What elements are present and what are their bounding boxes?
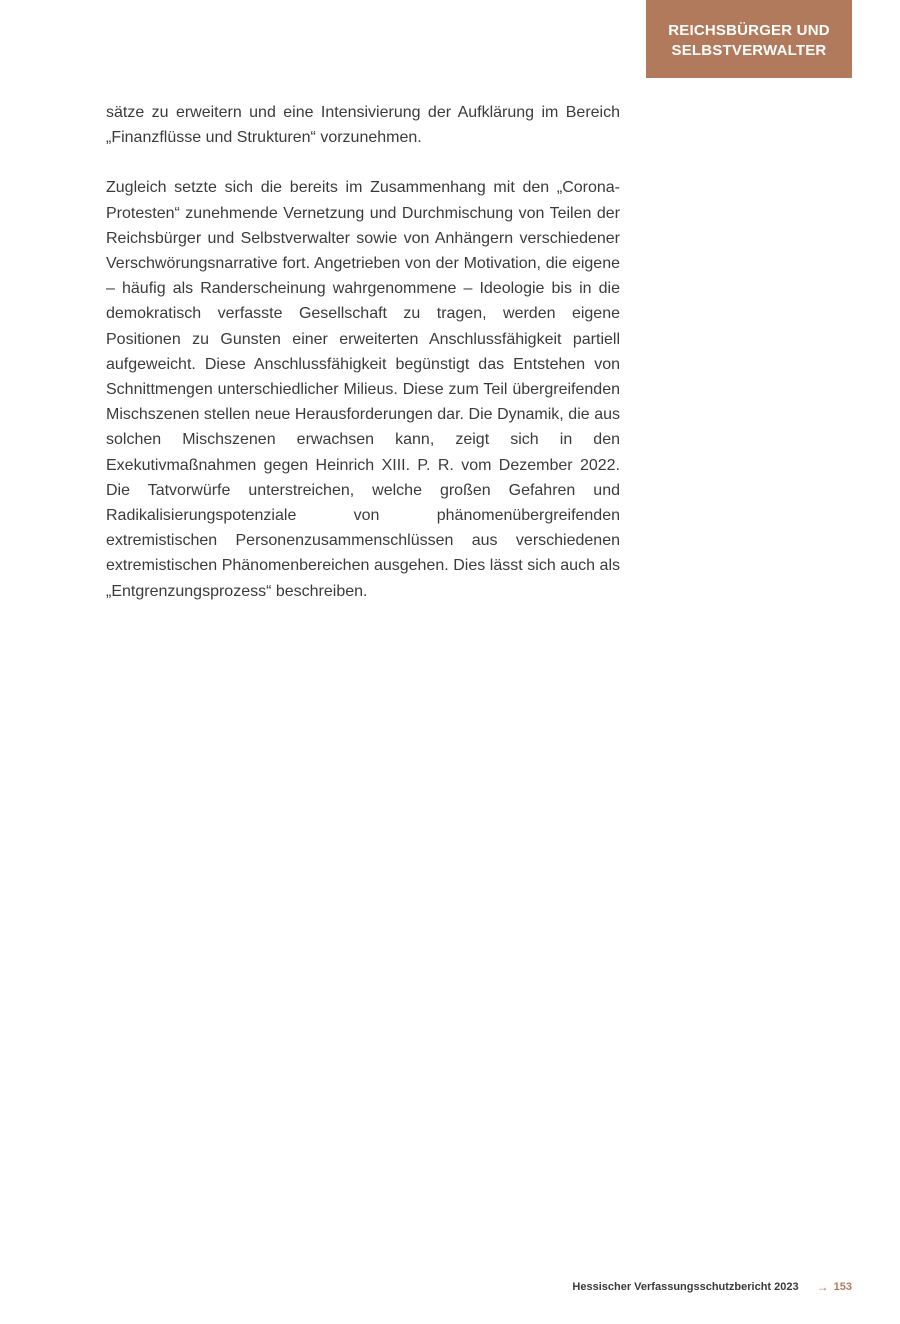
page-number: 153 [833, 1281, 852, 1293]
publication-title: Hessischer Verfassungsschutzbericht 2023 [572, 1281, 799, 1293]
chapter-title-line-2: SELBSTVERWALTER [671, 42, 827, 59]
arrow-right-icon: → [816, 1280, 829, 1294]
chapter-tab [646, 0, 852, 78]
page-footer [572, 1280, 852, 1294]
paragraph-1: sätze zu erweitern und eine Intensivierung der Aufklärung im Bereich „Finanzflüsse und Strukturen“ vorzunehmen. [106, 104, 620, 147]
chapter-title-line-1: REICHSBÜRGER UND [668, 22, 830, 39]
paragraph-2: Zugleich setzte sich die bereits im Zusammenhang mit den „Corona-Protesten“ zunehmende Vernetzung und Durchmischung von Teilen der Reichsbürger und Selbstverwalter sowie von Anhängern verschiedener Verschwörungsnarrative fort. Angetrieben von der Motivation, die eigene – häufig als Randerscheinung wahrgenommene – Ideologie bis in die demokratisch verfasste Gesellschaft zu tragen, werden eigene Positionen zu Gunsten einer erweiterten Anschlussfähigkeit partiell aufgeweicht. Diese Anschlussfähigkeit begünstigt das Entstehen von Schnittmengen unterschiedlicher Milieus. Diese zum Teil übergreifenden Mischszenen stellen neue Herausforderungen dar. Die Dynamik, die aus solchen Mischszenen erwachsen kann, zeigt sich in den Exekutivmaßnahmen gegen Heinrich XIII. P. R. vom Dezember 2022. Die Tatvorwürfe unterstreichen, welche großen Gefahren und Radikalisierungspotenziale von phänomenübergreifenden extremistischen Personenzusammenschlüssen aus verschiedenen extremistischen Phänomenbereichen ausgehen. Dies lässt sich auch als „Entgrenzungsprozess“ beschreiben. [106, 179, 620, 600]
chapter-title [668, 21, 830, 61]
body-text [106, 100, 620, 604]
